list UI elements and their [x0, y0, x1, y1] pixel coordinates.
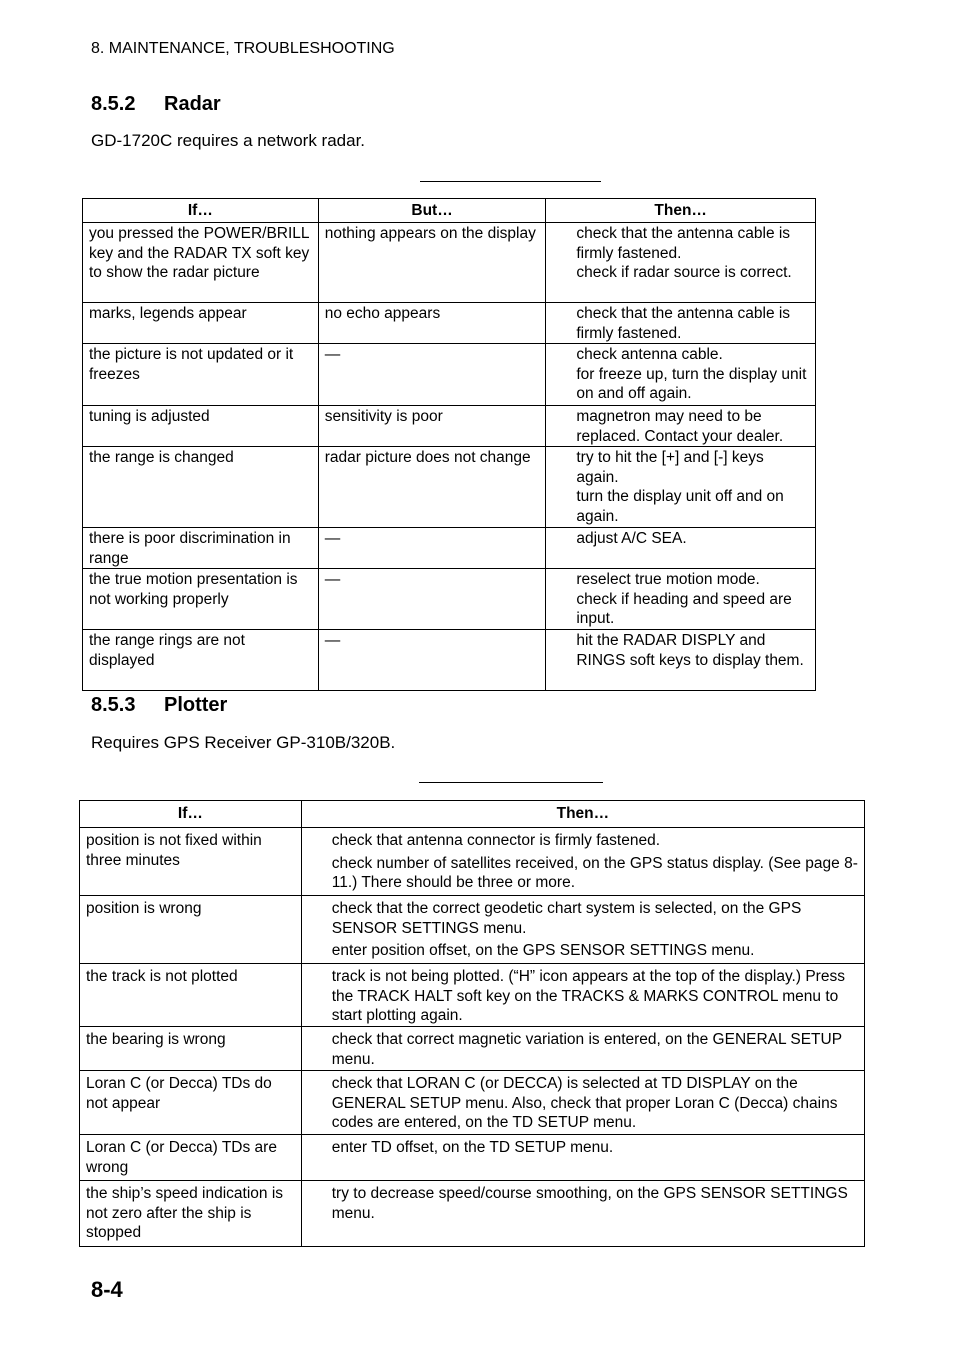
cell-if: there is poor discrimination in range	[83, 528, 319, 569]
table-row	[83, 344, 816, 406]
remedy-line: check number of satellites received, on the GPS status display. (See page 8-11.) There should be three or more.	[331, 854, 858, 891]
remedy-line: try to hit the [+] and [-] keys again.	[576, 449, 764, 486]
remedy-line: check that the antenna cable is firmly fastened.	[576, 225, 791, 262]
table-row	[80, 1135, 865, 1181]
table-row	[80, 1181, 865, 1247]
cell-if: the bearing is wrong	[80, 1027, 302, 1071]
cell-but: nothing appears on the display	[318, 223, 546, 303]
cell-if: the range rings are not displayed	[83, 630, 319, 691]
cell-but: sensitivity is poor	[318, 406, 546, 447]
page-number: 8-4	[91, 1277, 123, 1302]
cell-if: the picture is not updated or it freezes	[83, 344, 319, 406]
section-name: Plotter	[164, 694, 228, 716]
remedy-line: magnetron may need to be replaced. Contact your dealer.	[576, 408, 784, 445]
remedy-line: hit the RADAR DISPLY and RINGS soft keys to display them.	[576, 632, 804, 669]
remedy-line: turn the display unit off and on again.	[576, 488, 784, 525]
cell-then	[301, 1071, 864, 1135]
cell-then	[546, 447, 816, 528]
column-header-but: But…	[318, 199, 546, 223]
remedy-line: for freeze up, turn the display unit on and off again.	[576, 365, 807, 402]
table-row	[83, 569, 816, 630]
cell-then	[546, 630, 816, 691]
remedy-line: enter TD offset, on the TD SETUP menu.	[331, 1139, 614, 1156]
section-number: 8.5.3	[91, 694, 136, 716]
cell-but: —	[318, 569, 546, 630]
cell-then	[301, 1027, 864, 1071]
column-header-if: If…	[80, 801, 302, 828]
cell-if: the ship’s speed indication is not zero after the ship is stopped	[80, 1181, 302, 1247]
table-row	[83, 303, 816, 344]
table-row	[80, 828, 865, 896]
cell-if: tuning is adjusted	[83, 406, 319, 447]
table-row	[83, 630, 816, 691]
cell-but: —	[318, 528, 546, 569]
cell-then	[301, 964, 864, 1027]
table-row	[80, 1071, 865, 1135]
remedy-line: check if radar source is correct.	[576, 264, 792, 281]
cell-then	[546, 569, 816, 630]
table-row	[83, 223, 816, 303]
remedy-line: enter position offset, on the GPS SENSOR SETTINGS menu.	[331, 942, 755, 959]
cell-then	[301, 896, 864, 964]
page-header: 8. MAINTENANCE, TROUBLESHOOTING	[91, 40, 395, 57]
remedy-line: check if heading and speed are input.	[576, 590, 792, 627]
cell-but: no echo appears	[318, 303, 546, 344]
radar-troubleshooting-table	[82, 198, 816, 691]
table-row	[83, 406, 816, 447]
remedy-line: reselect true motion mode.	[576, 571, 760, 588]
cell-then	[546, 344, 816, 406]
remedy-line: check that the correct geodetic chart system is selected, on the GPS SENSOR SETTINGS menu.	[331, 900, 802, 937]
cell-if: the range is changed	[83, 447, 319, 528]
remedy-line: adjust A/C SEA.	[576, 530, 687, 547]
remedy-line: track is not being plotted. (“H” icon appears at the top of the display.) Press the TRACK HALT soft key on the TRACKS & MARKS CONTROL menu to start plotting again.	[331, 968, 845, 1024]
cell-but: —	[318, 630, 546, 691]
cell-but: radar picture does not change	[318, 447, 546, 528]
cell-then	[546, 223, 816, 303]
cell-if: marks, legends appear	[83, 303, 319, 344]
remedy-line: try to decrease speed/course smoothing, on the GPS SENSOR SETTINGS menu.	[331, 1185, 848, 1222]
cell-then	[546, 303, 816, 344]
cell-if: the true motion presentation is not working properly	[83, 569, 319, 630]
table-caption-rule	[419, 782, 603, 783]
cell-but: —	[318, 344, 546, 406]
section-title-radar	[91, 93, 221, 116]
remedy-line: check that antenna connector is firmly fastened.	[331, 832, 661, 849]
column-header-then: Then…	[546, 199, 816, 223]
table-caption-rule	[420, 181, 601, 182]
table-row	[83, 447, 816, 528]
cell-if: you pressed the POWER/BRILL key and the RADAR TX soft key to show the radar picture	[83, 223, 319, 303]
section-number: 8.5.2	[91, 93, 136, 115]
remedy-line: check that the antenna cable is firmly fastened.	[576, 305, 791, 342]
cell-if: Loran C (or Decca) TDs are wrong	[80, 1135, 302, 1181]
column-header-if: If…	[83, 199, 319, 223]
cell-if: position is wrong	[80, 896, 302, 964]
cell-if: Loran C (or Decca) TDs do not appear	[80, 1071, 302, 1135]
section-title-plotter	[91, 694, 227, 717]
remedy-line: check that correct magnetic variation is entered, on the GENERAL SETUP menu.	[331, 1031, 842, 1068]
table-row	[83, 528, 816, 569]
remedy-line: check that LORAN C (or DECCA) is selected at TD DISPLAY on the GENERAL SETUP menu. Also, check that proper Loran C (Decca) chains codes are entered, on the TD SETUP menu.	[331, 1075, 838, 1131]
table-row	[80, 964, 865, 1027]
cell-then	[546, 528, 816, 569]
section-description-radar: GD-1720C requires a network radar.	[91, 131, 366, 150]
table-row	[80, 1027, 865, 1071]
column-header-then: Then…	[301, 801, 864, 828]
cell-if: position is not fixed within three minutes	[80, 828, 302, 896]
cell-if: the track is not plotted	[80, 964, 302, 1027]
section-name: Radar	[164, 93, 221, 115]
section-description-plotter: Requires GPS Receiver GP-310B/320B.	[91, 733, 396, 752]
plotter-troubleshooting-table	[79, 800, 865, 1247]
table-row	[80, 896, 865, 964]
cell-then	[546, 406, 816, 447]
cell-then	[301, 828, 864, 896]
remedy-line: check antenna cable.	[576, 346, 723, 363]
cell-then	[301, 1135, 864, 1181]
cell-then	[301, 1181, 864, 1247]
